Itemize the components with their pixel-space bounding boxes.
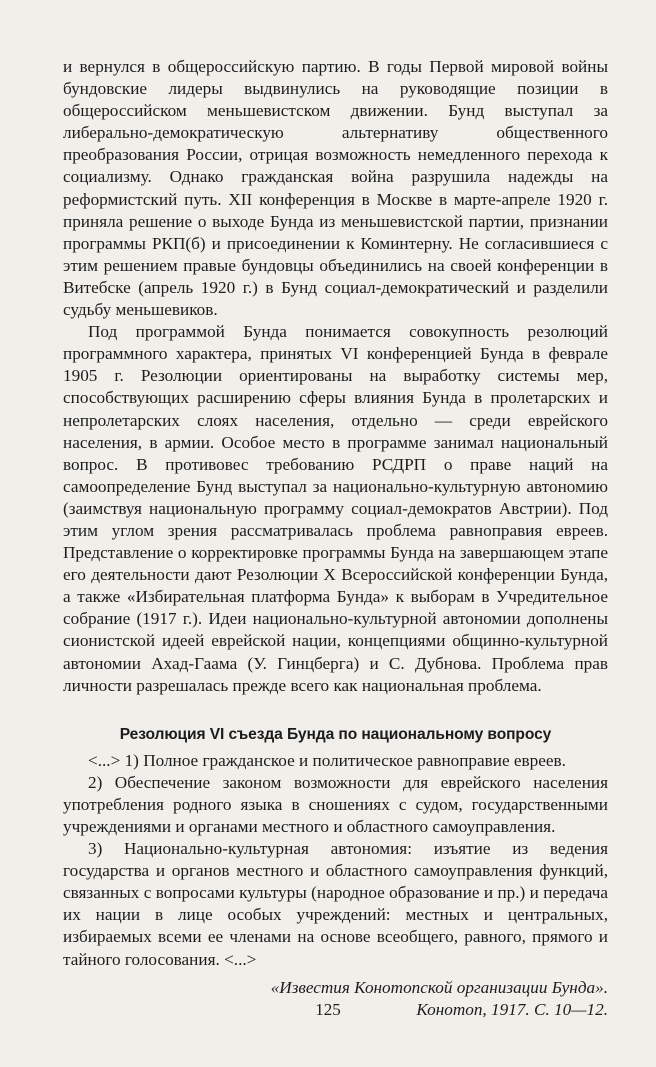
section-heading: Резолюция VI съезда Бунда по национальному вопросу	[119, 725, 552, 743]
resolution-item-2: 2) Обеспечение законом возможности для еврейского населения употребления родного языка в сношениях с судом, государственными учреждениями и органами местного и областного самоуправления.	[63, 772, 608, 836]
resolution-text	[63, 750, 608, 971]
source-place-pages: Конотоп, 1917. С. 10—12.	[416, 999, 608, 1019]
body-text	[63, 56, 608, 697]
page-number: 125	[315, 1000, 341, 1019]
source-title: «Известия Конотопской организации Бунда».	[270, 977, 608, 997]
resolution-item-1: <...> 1) Полное гражданское и политическое равноправие евреев.	[88, 750, 566, 770]
paragraph-program: Под программой Бунда понимается совокупность резолюций программного характера, принятых VI конференцией Бунда в феврале 1905 г. Резолюции ориентированы на выработку системы мер, способствующих расширению сферы влияния Бунда в пролетарских и непролетарских слоях населения, отдельно — среди еврейского населения, в армии. Особое место в программе занимал национальный вопрос. В противовес требованию РСДРП о праве наций на самоопределение Бунд выступал за национально-культурную автономию (заимствуя национальную программу социал-демократов Австрии). Под этим углом зрения рассматривалась проблема равноправия евреев. Представление о корректировке программы Бунда на завершающем этапе его деятельности дают Резолюции X Всероссийской конференции Бунда, а также «Избирательная платформа Бунда» к выборам в Учредительное собрание (1917 г.). Идеи национально-культурной автономии дополнены сионистской идеей еврейской нации, концепциями общинно-культурной автономии Ахад-Гаама (У. Гинцберга) и С. Дубнова. Проблема прав личности разрешалась прежде всего как национальная проблема.	[63, 322, 608, 695]
paragraph-intro: и вернулся в общероссийскую партию. В годы Первой мировой войны бундовские лидеры выдвинулись на руководящие позиции в общероссийском меньшевистском движении. Бунд выступал за либерально-демократическую альтернативу общественного преобразования России, отрицая возможность немедленного перехода к социализму. Однако гражданская война разрушила надежды на реформистский путь. XII конференция в Москве в марте-апреле 1920 г. приняла решение о выходе Бунда из меньшевистской партии, признании программы РКП(б) и присоединении к Коминтерну. Не согласившиеся с этим решением правые бундовцы объединились на своей конференции в Витебске (апрель 1920 г.) в Бунд социал-демократический и разделили судьбу меньшевиков.	[63, 57, 608, 320]
resolution-item-3: 3) Национально-культурная автономия: изъятие из ведения государства и органов местного и областного самоуправления функций, связанных с вопросами культуры (народное образование и пр.) и передача их нации в лице особых учреждений: местных и центральных, избираемых всеми ее членами на основе всеобщего, равного, прямого и тайного голосования. <...>	[63, 839, 608, 969]
